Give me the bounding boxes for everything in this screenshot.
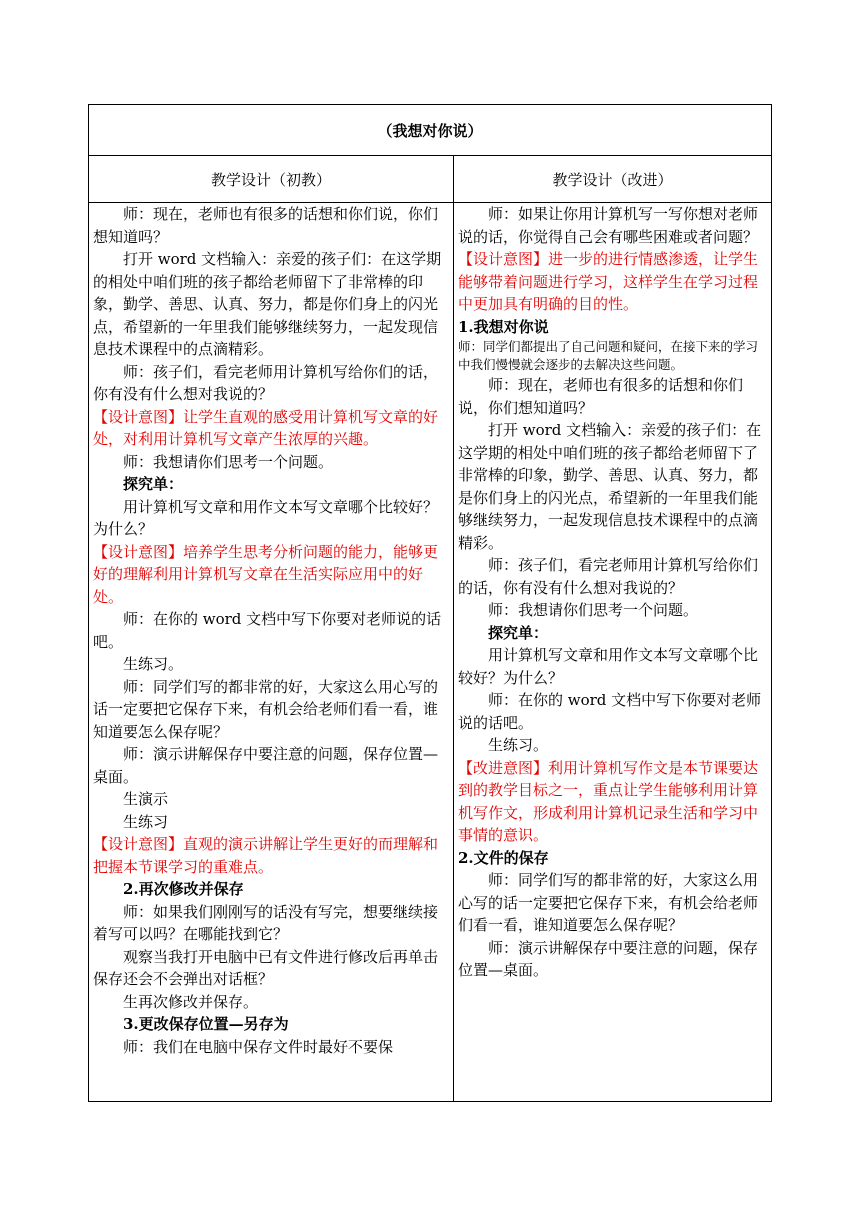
right-paragraph: 师：演示讲解保存中要注意的问题，保存位置—桌面。 <box>458 938 759 979</box>
right-paragraph: 生练习。 <box>488 736 549 754</box>
left-column-cell <box>89 203 454 1102</box>
right-paragraph: 师：我想请你们思考一个问题。 <box>488 601 699 619</box>
header-left: 教学设计（初教） <box>89 156 454 203</box>
left-section-heading: 探究单： <box>123 475 184 493</box>
left-paragraph: 打开 word 文档输入：亲爱的孩子们：在这学期的相处中咱们班的孩子都给老师留下了非常棒的印象，勤学、善思、认真、努力，都是你们身上的闪光点，希望新的一年里我们能够继续努力，一起发现信息技术课程中的点滴精彩。 <box>93 250 442 358</box>
right-paragraph: 用计算机写文章和用作文本写文章哪个比较好？为什么？ <box>458 646 759 687</box>
left-paragraph: 生演示 <box>123 790 169 808</box>
left-paragraph: 师：我想请你们思考一个问题。 <box>123 452 334 471</box>
left-section-heading: 2.再次修改并保存 <box>123 880 244 898</box>
table-title: （我想对你说） <box>89 105 772 156</box>
left-paragraph: 生练习。 <box>123 655 184 673</box>
left-paragraph: 师：如果我们刚刚写的话没有写完，想要继续接着写可以吗？在哪能找到它？ <box>93 902 439 943</box>
left-paragraph: 师：在你的 word 文档中写下你要对老师说的话吧。 <box>93 610 442 651</box>
left-design-note: 【设计意图】让学生直观的感受用计算机写文章的好处，对利用计算机写文章产生浓厚的兴趣。 <box>93 407 439 448</box>
header-right: 教学设计（改进） <box>454 156 772 203</box>
right-paragraph: 打开 word 文档输入：亲爱的孩子们：在这学期的相处中咱们班的孩子都给老师留下了非常棒的印象，勤学、善思、认真、努力，都是你们身上的闪光点，希望新的一年里我们能够继续努力，一起发现信息技术课程中的点滴精彩。 <box>458 421 762 552</box>
left-paragraph: 生练习 <box>123 812 169 831</box>
right-paragraph: 师：同学们都提出了自己问题和疑问，在接下来的学习中我们慢慢就会逐步的去解决这些问题。 <box>458 339 759 372</box>
right-paragraph: 师：同学们写的都非常的好，大家这么用心写的话一定要把它保存下来，有机会给老师们看一看，谁知道要怎么保存呢？ <box>458 871 759 934</box>
right-paragraph: 师：孩子们，看完老师用计算机写给你们的话，你有没有什么想对我说的？ <box>458 556 759 597</box>
left-paragraph: 观察当我打开电脑中已有文件进行修改后再单击保存还会不会弹出对话框？ <box>93 947 439 988</box>
left-paragraph: 师：现在，老师也有很多的话想和你们说，你们想知道吗？ <box>93 205 439 246</box>
left-section-heading: 3.更改保存位置—另存为 <box>123 1015 289 1033</box>
right-column-content <box>454 203 771 1101</box>
header-row <box>89 156 772 203</box>
title-row <box>89 105 772 156</box>
lesson-plan-table <box>88 104 772 1102</box>
right-paragraph: 师：在你的 word 文档中写下你要对老师说的话吧。 <box>458 691 762 732</box>
right-design-note: 【设计意图】进一步的进行情感渗透，让学生能够带着问题进行学习，这样学生在学习过程中更加具有明确的目的性。 <box>458 250 759 313</box>
right-column-cell <box>454 203 772 1102</box>
right-design-note: 【改进意图】利用计算机写作文是本节课要达到的教学目标之一，重点让学生能够利用计算机写作文，形成利用计算机记录生活和学习中事情的意识。 <box>458 758 759 844</box>
lesson-plan-page <box>88 104 771 1102</box>
left-design-note: 【设计意图】直观的演示讲解让学生更好的而理解和把握本节课学习的重难点。 <box>93 835 439 876</box>
right-paragraph: 师：现在，老师也有很多的话想和你们说，你们想知道吗？ <box>458 376 744 417</box>
right-section-heading: 探究单： <box>488 623 549 642</box>
left-paragraph: 师：同学们写的都非常的好，大家这么用心写的话一定要把它保存下来，有机会给老师们看一看，谁知道要怎么保存呢？ <box>93 677 439 741</box>
left-paragraph: 师：我们在电脑中保存文件时最好不要保 <box>123 1037 394 1056</box>
left-paragraph: 师：孩子们，看完老师用计算机写给你们的话，你有没有什么想对我说的？ <box>93 362 439 403</box>
left-column-content <box>89 203 453 1101</box>
right-section-heading: 2.文件的保存 <box>458 848 549 867</box>
left-paragraph: 师：演示讲解保存中要注意的问题，保存位置—桌面。 <box>93 745 439 786</box>
left-design-note: 【设计意图】培养学生思考分析问题的能力，能够更好的理解利用计算机写文章在生活实际应用中的好处。 <box>93 542 439 606</box>
left-paragraph: 用计算机写文章和用作文本写文章哪个比较好？为什么？ <box>93 497 439 538</box>
content-row <box>89 203 772 1102</box>
right-paragraph: 师：如果让你用计算机写一写你想对老师说的话，你觉得自己会有哪些困难或者问题？ <box>458 205 759 246</box>
left-paragraph: 生再次修改并保存。 <box>123 992 259 1011</box>
right-section-heading: 1.我想对你说 <box>458 317 549 336</box>
